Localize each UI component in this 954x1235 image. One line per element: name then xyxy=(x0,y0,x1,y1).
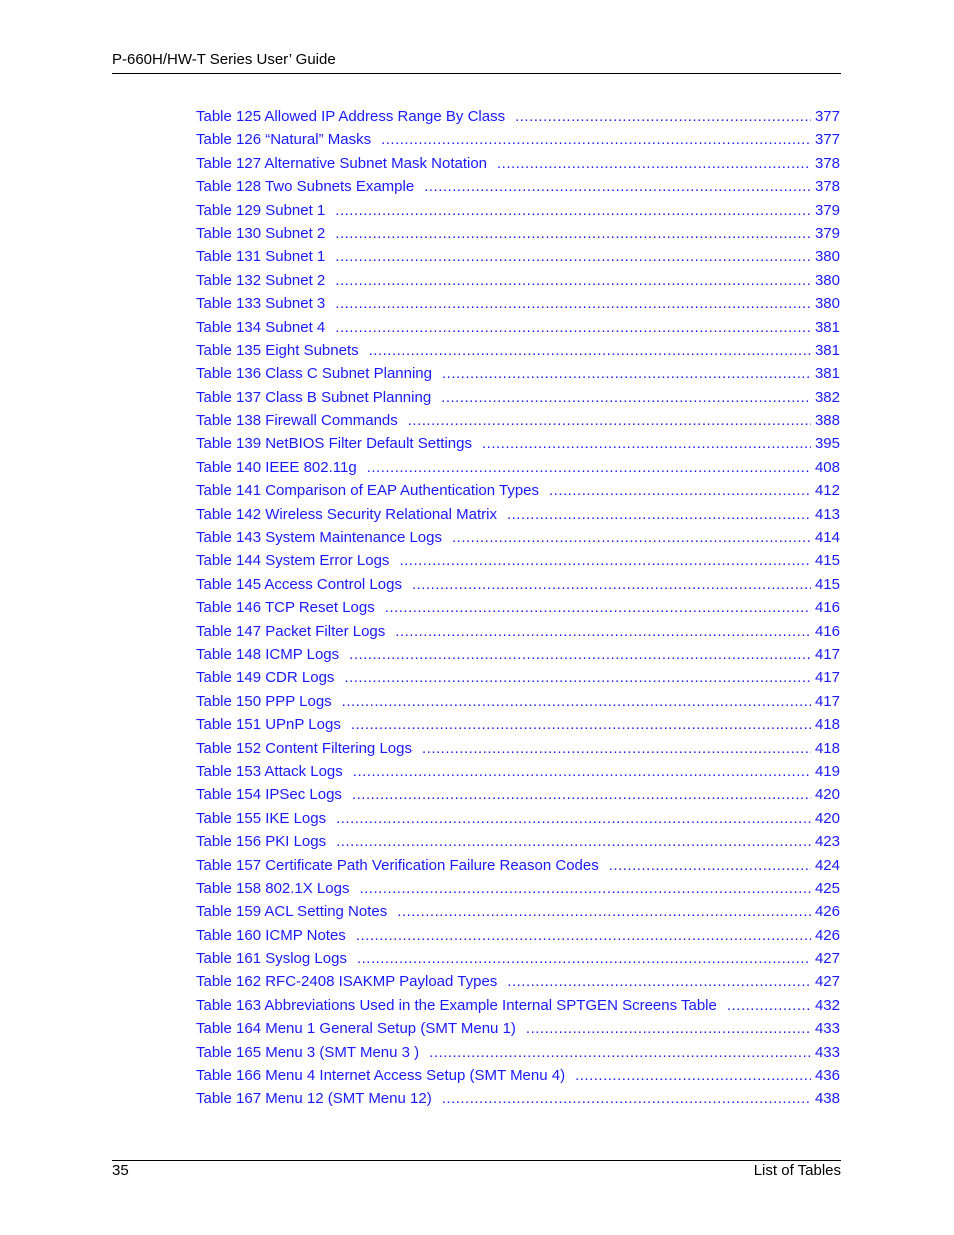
toc-entry-title: Table 138 Firewall Commands xyxy=(196,412,398,430)
toc-entry-page-number: 379 xyxy=(814,201,840,219)
dot-leader xyxy=(336,830,811,853)
document-title: P-660H/HW-T Series User’ Guide xyxy=(112,51,336,68)
toc-entry-page-number: 417 xyxy=(814,645,840,663)
toc-entry-link[interactable] xyxy=(196,386,840,409)
toc-entry-link[interactable] xyxy=(196,573,840,596)
toc-entry-link[interactable] xyxy=(196,970,840,993)
toc-entry-link[interactable] xyxy=(196,316,840,339)
toc-entry-page-number: 388 xyxy=(814,412,840,430)
dot-leader xyxy=(352,783,811,806)
toc-entry-page-number: 381 xyxy=(814,341,840,359)
toc-entry-link[interactable] xyxy=(196,807,840,830)
toc-entry-title: Table 160 ICMP Notes xyxy=(196,926,346,944)
toc-entry-page-number: 417 xyxy=(814,669,840,687)
toc-entry-page-number: 378 xyxy=(814,154,840,172)
toc-entry-link[interactable] xyxy=(196,1017,840,1040)
dot-leader xyxy=(356,924,811,947)
toc-entry-page-number: 424 xyxy=(814,856,840,874)
dot-leader xyxy=(497,152,811,175)
toc-entry-link[interactable] xyxy=(196,830,840,853)
toc-entry-link[interactable] xyxy=(196,900,840,923)
toc-entry-title: Table 155 IKE Logs xyxy=(196,809,327,827)
toc-entry-link[interactable] xyxy=(196,1087,840,1110)
toc-entry-link[interactable] xyxy=(196,713,840,736)
dot-leader xyxy=(609,854,811,877)
dot-leader xyxy=(369,339,811,362)
toc-entry-page-number: 408 xyxy=(814,458,840,476)
toc-entry-link[interactable] xyxy=(196,152,840,175)
toc-entry-page-number: 380 xyxy=(814,295,840,313)
dot-leader xyxy=(335,245,811,268)
dot-leader xyxy=(336,807,811,830)
toc-entry-title: Table 144 System Error Logs xyxy=(196,552,390,570)
toc-entry-title: Table 134 Subnet 4 xyxy=(196,318,326,336)
toc-entry-title: Table 153 Attack Logs xyxy=(196,762,343,780)
toc-entry-title: Table 149 CDR Logs xyxy=(196,669,335,687)
toc-entry-page-number: 378 xyxy=(814,178,840,196)
toc-entry-page-number: 412 xyxy=(814,482,840,500)
toc-entry-link[interactable] xyxy=(196,503,840,526)
toc-entry-title: Table 146 TCP Reset Logs xyxy=(196,599,375,617)
toc-entry-page-number: 433 xyxy=(814,1020,840,1038)
dot-leader xyxy=(335,292,811,315)
toc-entry-title: Table 152 Content Filtering Logs xyxy=(196,739,412,757)
dot-leader xyxy=(385,596,811,619)
toc-entry-link[interactable] xyxy=(196,269,840,292)
toc-entry-link[interactable] xyxy=(196,292,840,315)
toc-entry-page-number: 380 xyxy=(814,271,840,289)
dot-leader xyxy=(353,760,811,783)
toc-entry-title: Table 151 UPnP Logs xyxy=(196,716,341,734)
dot-leader xyxy=(335,316,811,339)
toc-entry-title: Table 158 802.1X Logs xyxy=(196,879,350,897)
toc-entry-page-number: 418 xyxy=(814,739,840,757)
dot-leader xyxy=(412,573,811,596)
toc-entry-link[interactable] xyxy=(196,1041,840,1064)
toc-entry-page-number: 415 xyxy=(814,575,840,593)
toc-entry-page-number: 420 xyxy=(814,809,840,827)
toc-entry-page-number: 436 xyxy=(814,1067,840,1085)
dot-leader xyxy=(442,1087,811,1110)
header-divider xyxy=(112,73,841,74)
toc-entry-title: Table 129 Subnet 1 xyxy=(196,201,326,219)
dot-leader xyxy=(395,620,811,643)
toc-entry-link[interactable] xyxy=(196,409,840,432)
toc-entry-page-number: 423 xyxy=(814,833,840,851)
dot-leader xyxy=(507,970,811,993)
toc-entry-page-number: 379 xyxy=(814,224,840,242)
toc-entry-link[interactable] xyxy=(196,994,840,1017)
toc-entry-link[interactable] xyxy=(196,526,840,549)
toc-entry-title: Table 164 Menu 1 General Setup (SMT Menu 1) xyxy=(196,1020,516,1038)
toc-entry-link[interactable] xyxy=(196,737,840,760)
dot-leader xyxy=(335,269,811,292)
toc-entry-page-number: 419 xyxy=(814,762,840,780)
toc-entry-page-number: 432 xyxy=(814,996,840,1014)
toc-entry-link[interactable] xyxy=(196,643,840,666)
toc-entry-title: Table 142 Wireless Security Relational Matrix xyxy=(196,505,497,523)
dot-leader xyxy=(349,643,811,666)
dot-leader xyxy=(408,409,811,432)
toc-entry-link[interactable] xyxy=(196,760,840,783)
toc-entry-title: Table 154 IPSec Logs xyxy=(196,786,342,804)
dot-leader xyxy=(424,175,811,198)
dot-leader xyxy=(422,737,811,760)
toc-entry-link[interactable] xyxy=(196,245,840,268)
toc-entry-page-number: 415 xyxy=(814,552,840,570)
toc-entry-title: Table 125 Allowed IP Address Range By Class xyxy=(196,108,506,125)
toc-entry-link[interactable] xyxy=(196,666,840,689)
toc-entry-link[interactable] xyxy=(196,596,840,619)
toc-entry-link[interactable] xyxy=(196,479,840,502)
toc-entry-link[interactable] xyxy=(196,105,840,128)
dot-leader xyxy=(727,994,811,1017)
toc-entry-title: Table 136 Class C Subnet Planning xyxy=(196,365,432,383)
toc-entry-link[interactable] xyxy=(196,432,840,455)
toc-entry-title: Table 132 Subnet 2 xyxy=(196,271,326,289)
dot-leader xyxy=(575,1064,811,1087)
toc-entry-title: Table 141 Comparison of EAP Authentication Types xyxy=(196,482,540,500)
list-of-tables xyxy=(196,105,840,1111)
toc-entry-title: Table 135 Eight Subnets xyxy=(196,341,359,359)
toc-entry-page-number: 381 xyxy=(814,318,840,336)
dot-leader xyxy=(335,199,811,222)
toc-entry-title: Table 166 Menu 4 Internet Access Setup (SMT Menu 4) xyxy=(196,1067,566,1085)
page-number: 35 xyxy=(112,1162,129,1179)
dot-leader xyxy=(342,690,811,713)
toc-entry-title: Table 145 Access Control Logs xyxy=(196,575,402,593)
dot-leader xyxy=(367,456,811,479)
section-name: List of Tables xyxy=(753,1162,841,1179)
toc-entry-title: Table 159 ACL Setting Notes xyxy=(196,903,388,921)
toc-entry-page-number: 413 xyxy=(814,505,840,523)
toc-entry-page-number: 395 xyxy=(814,435,840,453)
toc-entry-link[interactable] xyxy=(196,175,840,198)
dot-leader xyxy=(399,549,811,572)
dot-leader xyxy=(429,1041,811,1064)
toc-entry-title: Table 131 Subnet 1 xyxy=(196,248,326,266)
toc-entry-title: Table 130 Subnet 2 xyxy=(196,224,326,242)
toc-entry-title: Table 165 Menu 3 (SMT Menu 3 ) xyxy=(196,1043,420,1061)
toc-entry-page-number: 380 xyxy=(814,248,840,266)
toc-entry-title: Table 162 RFC-2408 ISAKMP Payload Types xyxy=(196,973,498,991)
toc-entry-page-number: 433 xyxy=(814,1043,840,1061)
dot-leader xyxy=(397,900,811,923)
toc-entry-page-number: 416 xyxy=(814,599,840,617)
toc-entry-title: Table 126 “Natural” Masks xyxy=(196,131,372,149)
toc-entry-link[interactable] xyxy=(196,783,840,806)
dot-leader xyxy=(335,222,811,245)
dot-leader xyxy=(441,386,811,409)
toc-entry-link[interactable] xyxy=(196,199,840,222)
toc-entry-page-number: 425 xyxy=(814,879,840,897)
dot-leader xyxy=(482,432,811,455)
dot-leader xyxy=(344,666,811,689)
dot-leader xyxy=(359,877,811,900)
toc-entry-link[interactable] xyxy=(196,128,840,151)
toc-entry-page-number: 416 xyxy=(814,622,840,640)
toc-entry-title: Table 133 Subnet 3 xyxy=(196,295,326,313)
toc-entry-title: Table 156 PKI Logs xyxy=(196,833,327,851)
toc-entry-link[interactable] xyxy=(196,339,840,362)
dot-leader xyxy=(507,503,811,526)
toc-entry-page-number: 414 xyxy=(814,529,840,547)
dot-leader xyxy=(452,526,811,549)
toc-entry-page-number: 427 xyxy=(814,973,840,991)
toc-entry-link[interactable] xyxy=(196,1064,840,1087)
toc-entry-title: Table 148 ICMP Logs xyxy=(196,645,340,663)
toc-entry-title: Table 127 Alternative Subnet Mask Notation xyxy=(196,154,488,172)
toc-entry-title: Table 157 Certificate Path Verification Failure Reason Codes xyxy=(196,856,599,874)
toc-entry-link[interactable] xyxy=(196,690,840,713)
toc-entry-page-number: 420 xyxy=(814,786,840,804)
toc-entry-page-number: 426 xyxy=(814,903,840,921)
dot-leader xyxy=(442,362,811,385)
toc-entry-page-number: 418 xyxy=(814,716,840,734)
toc-entry-link[interactable] xyxy=(196,222,840,245)
toc-entry-link[interactable] xyxy=(196,456,840,479)
toc-entry-title: Table 150 PPP Logs xyxy=(196,692,332,710)
footer-divider xyxy=(112,1160,841,1161)
toc-entry-page-number: 426 xyxy=(814,926,840,944)
dot-leader xyxy=(526,1017,811,1040)
toc-entry-title: Table 161 Syslog Logs xyxy=(196,950,347,968)
toc-entry-title: Table 139 NetBIOS Filter Default Settings xyxy=(196,435,472,453)
toc-entry-title: Table 140 IEEE 802.11g xyxy=(196,458,357,476)
toc-entry-title: Table 143 System Maintenance Logs xyxy=(196,529,442,547)
toc-entry-title: Table 147 Packet Filter Logs xyxy=(196,622,386,640)
toc-entry-link[interactable] xyxy=(196,549,840,572)
toc-entry-page-number: 417 xyxy=(814,692,840,710)
dot-leader xyxy=(549,479,811,502)
toc-entry-link[interactable] xyxy=(196,877,840,900)
dot-leader xyxy=(515,105,811,128)
toc-entry-link[interactable] xyxy=(196,362,840,385)
toc-entry-title: Table 128 Two Subnets Example xyxy=(196,178,415,196)
dot-leader xyxy=(381,128,811,151)
toc-entry-title: Table 167 Menu 12 (SMT Menu 12) xyxy=(196,1090,432,1108)
toc-entry-link[interactable] xyxy=(196,854,840,877)
toc-entry-page-number: 427 xyxy=(814,950,840,968)
toc-entry-page-number: 377 xyxy=(814,108,840,125)
toc-entry-link[interactable] xyxy=(196,947,840,970)
toc-entry-link[interactable] xyxy=(196,924,840,947)
toc-entry-page-number: 377 xyxy=(814,131,840,149)
toc-entry-page-number: 382 xyxy=(814,388,840,406)
dot-leader xyxy=(357,947,811,970)
toc-entry-page-number: 438 xyxy=(814,1090,840,1108)
toc-entry-title: Table 137 Class B Subnet Planning xyxy=(196,388,432,406)
toc-entry-page-number: 381 xyxy=(814,365,840,383)
toc-entry-title: Table 163 Abbreviations Used in the Example Internal SPTGEN Screens Table xyxy=(196,996,717,1014)
dot-leader xyxy=(351,713,811,736)
toc-entry-link[interactable] xyxy=(196,620,840,643)
